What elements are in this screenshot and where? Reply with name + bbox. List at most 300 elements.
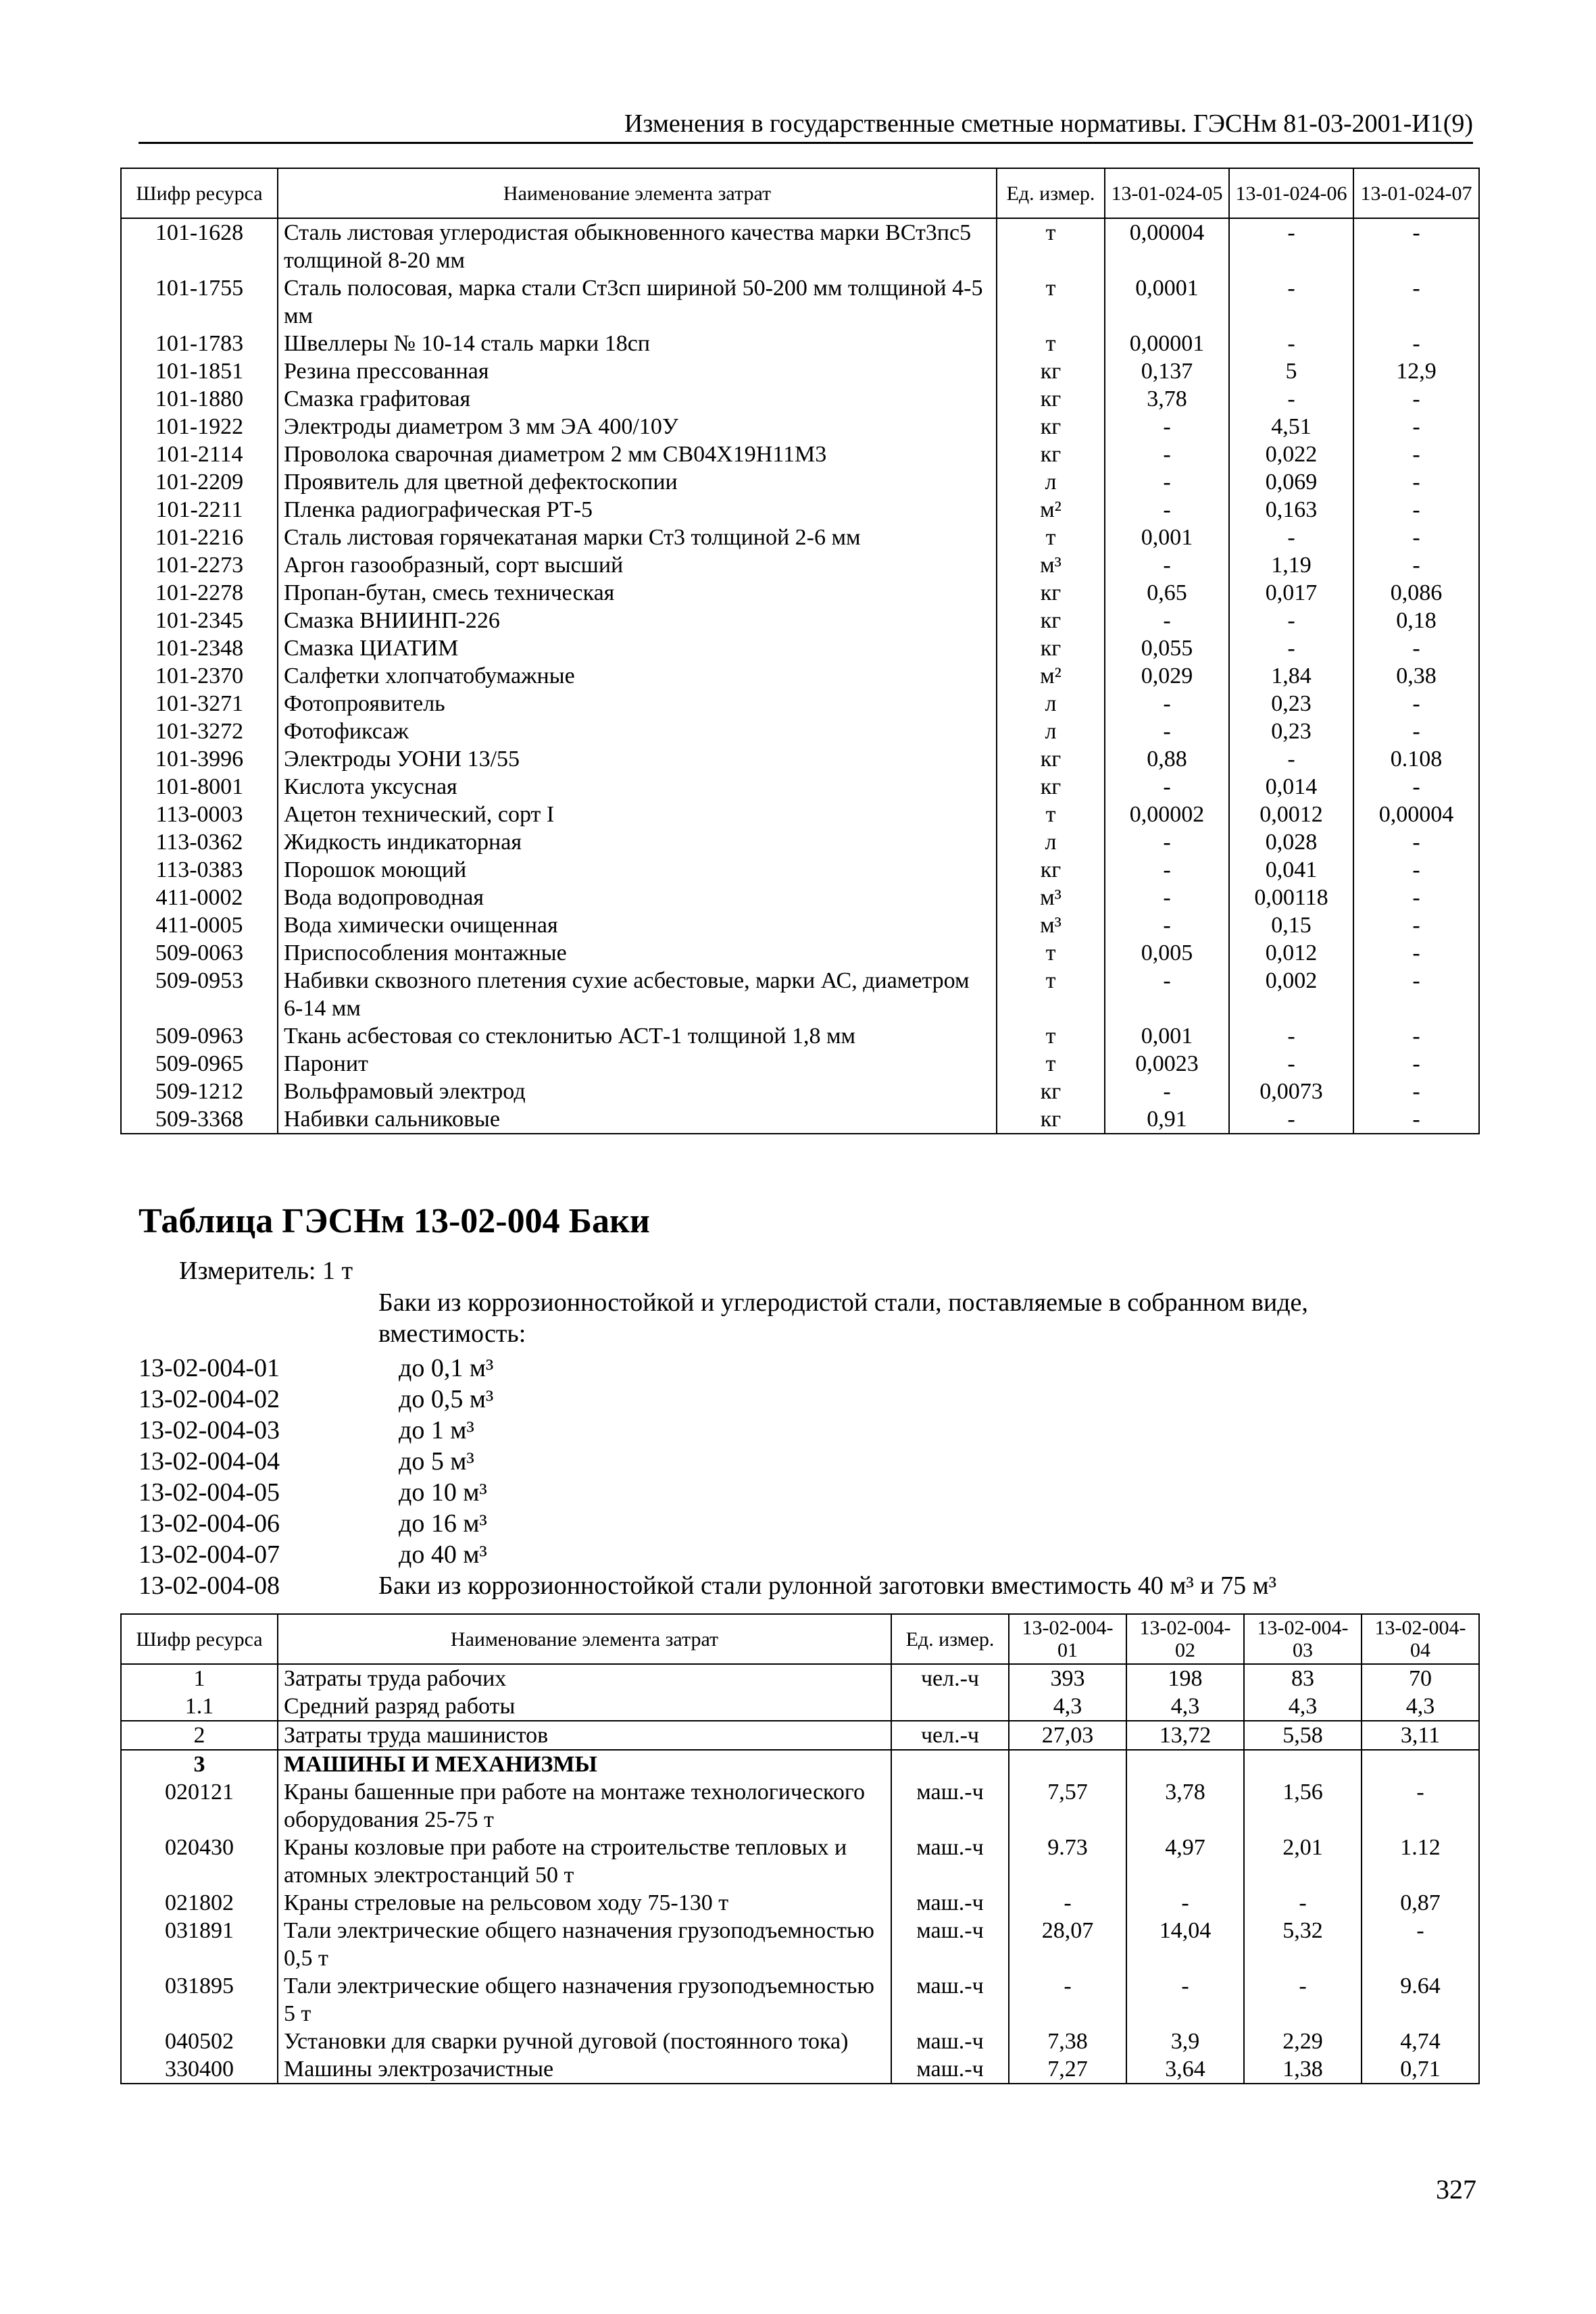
value-cell: 0,041 — [1229, 856, 1353, 884]
unit-cell — [891, 1750, 1009, 1778]
value-cell: - — [1105, 496, 1229, 524]
resource-code: 101-1922 — [121, 413, 278, 441]
value-cell: - — [1229, 1105, 1353, 1134]
unit-cell: маш.-ч — [891, 1834, 1009, 1889]
resource-name: Набивки сальниковые — [278, 1105, 997, 1134]
resource-name: Тали электрические общего назначения грузоподъемностью 0,5 т — [278, 1917, 891, 1972]
table-row — [121, 524, 1479, 551]
resource-name: Краны башенные при работе на монтаже технологического оборудования 25-75 т — [278, 1778, 891, 1834]
resource-name: Затраты труда машинистов — [278, 1721, 891, 1750]
value-cell: 2,01 — [1244, 1834, 1362, 1889]
resource-name: Сталь листовая углеродистая обыкновенного качества марки ВСт3пс5 толщиной 8-20 мм — [278, 218, 997, 274]
value-cell: 0,87 — [1362, 1889, 1479, 1917]
value-cell: 0,029 — [1105, 662, 1229, 690]
table-row — [121, 856, 1479, 884]
value-cell: - — [1105, 690, 1229, 718]
resource-code: 101-2211 — [121, 496, 278, 524]
resource-name: Порошок моющий — [278, 856, 997, 884]
unit-cell: м³ — [997, 551, 1105, 579]
resource-code: 509-0963 — [121, 1022, 278, 1050]
table-row — [121, 2055, 1479, 2084]
value-cell: - — [1353, 911, 1479, 939]
unit-cell: кг — [997, 607, 1105, 634]
value-cell: 7,27 — [1009, 2055, 1126, 2084]
value-cell: - — [1353, 1022, 1479, 1050]
unit-cell: кг — [997, 856, 1105, 884]
table-row — [121, 385, 1479, 413]
value-cell — [1244, 1750, 1362, 1778]
resource-code: 020430 — [121, 1834, 278, 1889]
value-cell: - — [1353, 1078, 1479, 1105]
resource-code: 101-2114 — [121, 441, 278, 468]
resource-name: Пропан-бутан, смесь техническая — [278, 579, 997, 607]
table-row — [121, 607, 1479, 634]
value-cell: 4,3 — [1362, 1692, 1479, 1721]
variant-code: 13-02-004-02 — [139, 1385, 280, 1413]
table-row — [121, 1889, 1479, 1917]
value-cell: - — [1353, 718, 1479, 745]
value-cell: - — [1353, 828, 1479, 856]
resource-code: 101-1755 — [121, 274, 278, 330]
value-cell: - — [1353, 274, 1479, 330]
value-cell: 0,88 — [1105, 745, 1229, 773]
value-cell: - — [1126, 1972, 1244, 2028]
value-cell: 1.12 — [1362, 1834, 1479, 1889]
resource-name: Проволока сварочная диаметром 2 мм СВ04Х19Н11М3 — [278, 441, 997, 468]
resource-name: Затраты труда рабочих — [278, 1664, 891, 1692]
resource-name: Швеллеры № 10-14 сталь марки 18сп — [278, 330, 997, 357]
resource-name: Смазка ЦИАТИМ — [278, 634, 997, 662]
value-cell: - — [1105, 856, 1229, 884]
value-cell: - — [1229, 607, 1353, 634]
resource-code: 411-0005 — [121, 911, 278, 939]
unit-cell: л — [997, 828, 1105, 856]
value-cell: - — [1105, 607, 1229, 634]
value-cell: 1,38 — [1244, 2055, 1362, 2084]
resource-code: 113-0362 — [121, 828, 278, 856]
table-row — [121, 690, 1479, 718]
table-row — [121, 1721, 1479, 1750]
table-row — [121, 967, 1479, 1022]
value-cell: - — [1105, 551, 1229, 579]
value-cell: 0,71 — [1362, 2055, 1479, 2084]
col-header-c1: 13-02-004-01 — [1009, 1614, 1126, 1664]
table-row — [121, 911, 1479, 939]
value-cell: - — [1244, 1972, 1362, 2028]
resource-code: 101-3996 — [121, 745, 278, 773]
value-cell: 0,069 — [1229, 468, 1353, 496]
page-number: 327 — [1436, 2174, 1476, 2205]
value-cell: 0,163 — [1229, 496, 1353, 524]
resource-code: 101-8001 — [121, 773, 278, 801]
resource-name: Средний разряд работы — [278, 1692, 891, 1721]
unit-cell: кг — [997, 773, 1105, 801]
meter-label: Измеритель: 1 т — [179, 1257, 353, 1285]
value-cell: 4,74 — [1362, 2028, 1479, 2055]
value-cell: 0,15 — [1229, 911, 1353, 939]
value-cell: - — [1126, 1889, 1244, 1917]
value-cell: 3,9 — [1126, 2028, 1244, 2055]
resource-code: 101-2273 — [121, 551, 278, 579]
resource-code: 101-2348 — [121, 634, 278, 662]
resource-code: 101-1851 — [121, 357, 278, 385]
value-cell: 0,00004 — [1105, 218, 1229, 274]
unit-cell: т — [997, 967, 1105, 1022]
resource-name: Сталь полосовая, марка стали Ст3сп шириной 50-200 мм толщиной 4-5 мм — [278, 274, 997, 330]
value-cell: - — [1353, 634, 1479, 662]
col-header-c2: 13-01-024-06 — [1229, 168, 1353, 218]
resource-code: 2 — [121, 1721, 278, 1750]
resource-name: Машины электрозачистные — [278, 2055, 891, 2084]
table-row — [121, 1972, 1479, 2028]
resource-code: 411-0002 — [121, 884, 278, 911]
value-cell: 0,028 — [1229, 828, 1353, 856]
table-row — [121, 939, 1479, 967]
unit-cell: кг — [997, 357, 1105, 385]
unit-cell: чел.-ч — [891, 1721, 1009, 1750]
unit-cell: чел.-ч — [891, 1664, 1009, 1692]
table-row — [121, 1664, 1479, 1692]
value-cell: 3,64 — [1126, 2055, 1244, 2084]
unit-cell: т — [997, 218, 1105, 274]
value-cell: 12,9 — [1353, 357, 1479, 385]
col-header-c3: 13-02-004-03 — [1244, 1614, 1362, 1664]
variant-value: Баки из коррозионностойкой стали рулонной заготовки вместимость 40 м³ и 75 м³ — [378, 1571, 1277, 1600]
value-cell: 0,017 — [1229, 579, 1353, 607]
value-cell: 2,29 — [1244, 2028, 1362, 2055]
unit-cell: кг — [997, 634, 1105, 662]
table-row — [121, 1105, 1479, 1134]
value-cell: - — [1229, 634, 1353, 662]
resource-code: 509-3368 — [121, 1105, 278, 1134]
value-cell: - — [1353, 551, 1479, 579]
col-header-name: Наименование элемента затрат — [278, 168, 997, 218]
value-cell: - — [1353, 330, 1479, 357]
value-cell: 4,51 — [1229, 413, 1353, 441]
resource-code: 040502 — [121, 2028, 278, 2055]
value-cell: - — [1353, 939, 1479, 967]
value-cell: 0,0001 — [1105, 274, 1229, 330]
variant-value: до 40 м³ — [399, 1540, 487, 1569]
col-header-c2: 13-02-004-02 — [1126, 1614, 1244, 1664]
resource-name: Тали электрические общего назначения грузоподъемностью 5 т — [278, 1972, 891, 2028]
resource-name: Установки для сварки ручной дуговой (постоянного тока) — [278, 2028, 891, 2055]
resource-name: Приспособления монтажные — [278, 939, 997, 967]
unit-cell: т — [997, 330, 1105, 357]
value-cell — [1362, 1750, 1479, 1778]
variant-code: 13-02-004-04 — [139, 1447, 280, 1476]
value-cell: 0,002 — [1229, 967, 1353, 1022]
resource-name: Вода химически очищенная — [278, 911, 997, 939]
value-cell: - — [1353, 441, 1479, 468]
resource-name: Фотофиксаж — [278, 718, 997, 745]
value-cell: 0,0073 — [1229, 1078, 1353, 1105]
resource-name: Смазка ВНИИНП-226 — [278, 607, 997, 634]
resource-name: Паронит — [278, 1050, 997, 1078]
value-cell: 0,022 — [1229, 441, 1353, 468]
table-row — [121, 1917, 1479, 1972]
value-cell: 0,00002 — [1105, 801, 1229, 828]
table-row — [121, 2028, 1479, 2055]
value-cell: - — [1244, 1889, 1362, 1917]
value-cell — [1009, 1750, 1126, 1778]
resource-code: 021802 — [121, 1889, 278, 1917]
value-cell: 0,00004 — [1353, 801, 1479, 828]
value-cell: - — [1229, 524, 1353, 551]
section-description: Баки из коррозионностойкой и углеродистой стали, поставляемые в собранном виде, вместимость: — [378, 1288, 1308, 1348]
resource-name: Электроды диаметром 3 мм ЭА 400/10У — [278, 413, 997, 441]
col-header-code: Шифр ресурса — [121, 168, 278, 218]
value-cell: - — [1353, 468, 1479, 496]
resource-code: 101-2209 — [121, 468, 278, 496]
value-cell: 27,03 — [1009, 1721, 1126, 1750]
variant-value: до 16 м³ — [399, 1509, 487, 1538]
unit-cell: кг — [997, 1078, 1105, 1105]
variant-code: 13-02-004-08 — [139, 1571, 280, 1600]
value-cell: 0,137 — [1105, 357, 1229, 385]
value-cell: 0,23 — [1229, 690, 1353, 718]
value-cell: - — [1353, 1105, 1479, 1134]
table-row — [121, 801, 1479, 828]
table-row — [121, 773, 1479, 801]
value-cell: - — [1105, 718, 1229, 745]
resource-name: Смазка графитовая — [278, 385, 997, 413]
value-cell: - — [1105, 911, 1229, 939]
table-row — [121, 1834, 1479, 1889]
value-cell: 83 — [1244, 1664, 1362, 1692]
table-row — [121, 1078, 1479, 1105]
value-cell: 393 — [1009, 1664, 1126, 1692]
col-header-c3: 13-01-024-07 — [1353, 168, 1479, 218]
value-cell: - — [1353, 524, 1479, 551]
table-row — [121, 634, 1479, 662]
variant-value: до 10 м³ — [399, 1478, 487, 1507]
resource-code: 031895 — [121, 1972, 278, 2028]
col-header-c1: 13-01-024-05 — [1105, 168, 1229, 218]
value-cell: - — [1105, 441, 1229, 468]
value-cell: 0,91 — [1105, 1105, 1229, 1134]
resource-name: Краны козловые при работе на строительстве тепловых и атомных электростанций 50 т — [278, 1834, 891, 1889]
value-cell: 9.64 — [1362, 1972, 1479, 2028]
unit-cell: т — [997, 801, 1105, 828]
value-cell: - — [1353, 385, 1479, 413]
unit-cell: т — [997, 524, 1105, 551]
value-cell: - — [1105, 468, 1229, 496]
value-cell: 7,38 — [1009, 2028, 1126, 2055]
table-row — [121, 1022, 1479, 1050]
resource-code: 113-0383 — [121, 856, 278, 884]
value-cell — [1126, 1750, 1244, 1778]
table-row — [121, 496, 1479, 524]
unit-cell: кг — [997, 385, 1105, 413]
value-cell: 0,18 — [1353, 607, 1479, 634]
resource-name: Аргон газообразный, сорт высший — [278, 551, 997, 579]
resource-name: Проявитель для цветной дефектоскопии — [278, 468, 997, 496]
variant-code: 13-02-004-01 — [139, 1354, 280, 1382]
table-row — [121, 828, 1479, 856]
unit-cell: кг — [997, 413, 1105, 441]
variant-code: 13-02-004-07 — [139, 1540, 280, 1569]
value-cell: - — [1105, 413, 1229, 441]
variant-code: 13-02-004-05 — [139, 1478, 280, 1507]
resource-name: Салфетки хлопчатобумажные — [278, 662, 997, 690]
table-row — [121, 662, 1479, 690]
table-row — [121, 884, 1479, 911]
value-cell: 4,3 — [1009, 1692, 1126, 1721]
value-cell: - — [1362, 1917, 1479, 1972]
value-cell: - — [1105, 828, 1229, 856]
resource-code: 031891 — [121, 1917, 278, 1972]
value-cell: - — [1009, 1972, 1126, 2028]
unit-cell: м³ — [997, 911, 1105, 939]
variant-value: до 1 м³ — [399, 1416, 474, 1444]
value-cell: 4,3 — [1244, 1692, 1362, 1721]
resource-code: 509-0965 — [121, 1050, 278, 1078]
col-header-name: Наименование элемента затрат — [278, 1614, 891, 1664]
resource-code: 509-0953 — [121, 967, 278, 1022]
unit-cell: т — [997, 939, 1105, 967]
table-row — [121, 357, 1479, 385]
resource-name: Жидкость индикаторная — [278, 828, 997, 856]
resource-code: 101-1628 — [121, 218, 278, 274]
table-row — [121, 579, 1479, 607]
table-row — [121, 1778, 1479, 1834]
value-cell: - — [1105, 1078, 1229, 1105]
resource-code: 3 — [121, 1750, 278, 1778]
value-cell: 13,72 — [1126, 1721, 1244, 1750]
table-row — [121, 1750, 1479, 1778]
value-cell: - — [1353, 218, 1479, 274]
value-cell: 1,56 — [1244, 1778, 1362, 1834]
unit-cell: маш.-ч — [891, 2028, 1009, 2055]
resources-table — [120, 168, 1480, 1134]
value-cell: 0.108 — [1353, 745, 1479, 773]
unit-cell: т — [997, 1022, 1105, 1050]
unit-cell: м³ — [997, 884, 1105, 911]
section-title: Таблица ГЭСНм 13-02-004 Баки — [139, 1202, 650, 1240]
resource-code: 101-2216 — [121, 524, 278, 551]
value-cell: 0,005 — [1105, 939, 1229, 967]
variant-code: 13-02-004-03 — [139, 1416, 280, 1444]
resource-code: 101-1783 — [121, 330, 278, 357]
value-cell: 3,78 — [1126, 1778, 1244, 1834]
unit-cell: л — [997, 690, 1105, 718]
table-row — [121, 330, 1479, 357]
unit-cell: маш.-ч — [891, 1778, 1009, 1834]
value-cell: 5 — [1229, 357, 1353, 385]
table-row — [121, 274, 1479, 330]
value-cell: 7,57 — [1009, 1778, 1126, 1834]
value-cell: 0,001 — [1105, 1022, 1229, 1050]
unit-cell: маш.-ч — [891, 1889, 1009, 1917]
table-row — [121, 551, 1479, 579]
resource-code: 1 — [121, 1664, 278, 1692]
resource-name: Краны стреловые на рельсовом ходу 75-130 т — [278, 1889, 891, 1917]
resource-code: 101-2345 — [121, 607, 278, 634]
variant-value: до 0,1 м³ — [399, 1354, 494, 1382]
resource-name: Кислота уксусная — [278, 773, 997, 801]
value-cell: 70 — [1362, 1664, 1479, 1692]
resource-name: Электроды УОНИ 13/55 — [278, 745, 997, 773]
value-cell: - — [1353, 884, 1479, 911]
resource-code: 509-0063 — [121, 939, 278, 967]
resource-name: МАШИНЫ И МЕХАНИЗМЫ — [278, 1750, 891, 1778]
table-row — [121, 441, 1479, 468]
unit-cell: т — [997, 274, 1105, 330]
unit-cell: маш.-ч — [891, 1972, 1009, 2028]
resource-code: 101-3271 — [121, 690, 278, 718]
value-cell: 0,38 — [1353, 662, 1479, 690]
table-row — [121, 218, 1479, 274]
resource-name: Ткань асбестовая со стеклонитью АСТ-1 толщиной 1,8 мм — [278, 1022, 997, 1050]
value-cell: 5,32 — [1244, 1917, 1362, 1972]
value-cell: 3,11 — [1362, 1721, 1479, 1750]
col-header-unit: Ед. измер. — [891, 1614, 1009, 1664]
value-cell: - — [1353, 1050, 1479, 1078]
norms-table-body — [121, 1664, 1479, 2084]
resource-code: 101-2370 — [121, 662, 278, 690]
value-cell: - — [1353, 496, 1479, 524]
unit-cell: кг — [997, 441, 1105, 468]
table-row — [121, 718, 1479, 745]
unit-cell: маш.-ч — [891, 1917, 1009, 1972]
resource-code: 101-2278 — [121, 579, 278, 607]
value-cell: 1,84 — [1229, 662, 1353, 690]
value-cell: - — [1229, 1050, 1353, 1078]
table-row — [121, 413, 1479, 441]
variant-code: 13-02-004-06 — [139, 1509, 280, 1538]
unit-cell: т — [997, 1050, 1105, 1078]
resource-name: Фотопроявитель — [278, 690, 997, 718]
value-cell: - — [1105, 773, 1229, 801]
resource-code: 113-0003 — [121, 801, 278, 828]
value-cell: - — [1353, 690, 1479, 718]
value-cell: 0,23 — [1229, 718, 1353, 745]
unit-cell: л — [997, 718, 1105, 745]
value-cell: 0,014 — [1229, 773, 1353, 801]
col-header-unit: Ед. измер. — [997, 168, 1105, 218]
value-cell: - — [1353, 413, 1479, 441]
value-cell: 3,78 — [1105, 385, 1229, 413]
resource-name: Ацетон технический, сорт I — [278, 801, 997, 828]
table-row — [121, 1050, 1479, 1078]
resource-name: Сталь листовая горячекатаная марки Ст3 толщиной 2-6 мм — [278, 524, 997, 551]
value-cell: 5,58 — [1244, 1721, 1362, 1750]
unit-cell — [891, 1692, 1009, 1721]
value-cell: - — [1105, 967, 1229, 1022]
value-cell: - — [1229, 745, 1353, 773]
value-cell: - — [1229, 330, 1353, 357]
value-cell: 0,001 — [1105, 524, 1229, 551]
value-cell: - — [1229, 274, 1353, 330]
resource-name: Вода водопроводная — [278, 884, 997, 911]
value-cell: 0,0012 — [1229, 801, 1353, 828]
resource-code: 101-3272 — [121, 718, 278, 745]
unit-cell: кг — [997, 1105, 1105, 1134]
unit-cell: м² — [997, 496, 1105, 524]
resources-table-body — [121, 218, 1479, 1134]
table-row — [121, 1692, 1479, 1721]
unit-cell: кг — [997, 745, 1105, 773]
value-cell: 0,055 — [1105, 634, 1229, 662]
col-header-code: Шифр ресурса — [121, 1614, 278, 1664]
value-cell: 28,07 — [1009, 1917, 1126, 1972]
value-cell: 0,00118 — [1229, 884, 1353, 911]
unit-cell: кг — [997, 579, 1105, 607]
value-cell: - — [1229, 1022, 1353, 1050]
value-cell: 198 — [1126, 1664, 1244, 1692]
norms-table — [120, 1613, 1480, 2084]
